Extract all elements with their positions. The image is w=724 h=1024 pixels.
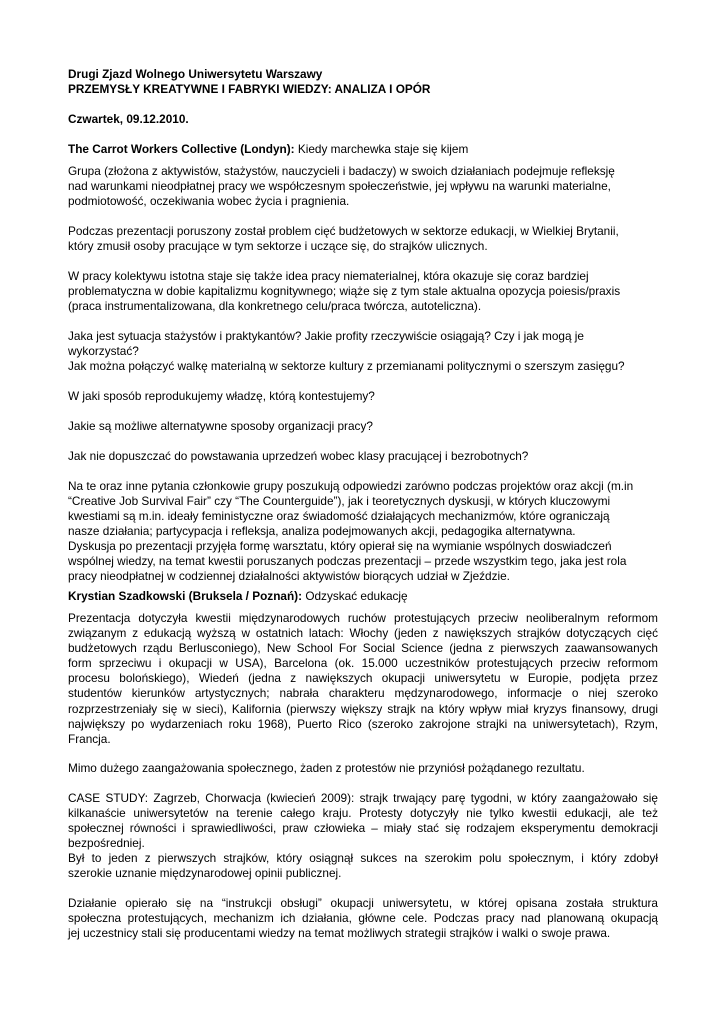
- event-title: Drugi Zjazd Wolnego Uniwersytetu Warszawy: [68, 67, 323, 81]
- text-line: wspólnej wiedzy, na temat kwestii poruszanych podczas prezentacji – przede wszystkim tego, jaka jest rola: [68, 554, 627, 569]
- text-line: Działanie opierało się na “instrukcji obsługi” okupacji uniwersytetu, w której opisana została struktura: [68, 896, 658, 910]
- paragraph: [68, 419, 658, 434]
- talk-title: Kiedy marchewka staje się kijem: [294, 142, 469, 156]
- text-line: problematyczna w dobie kapitalizmu kognitywnego; wiąże się z tym stale aktualna opozycja poiesis/praxis: [68, 284, 621, 299]
- text-line: kwestiami są m.in. ideały feministyczne oraz świadomość działających mechanizmów, które ograniczają: [68, 509, 610, 524]
- text-line: Mimo dużego zaangażowania społecznego, żaden z protestów nie przyniósł pożądanego rezultatu.: [68, 761, 585, 775]
- event-subtitle: PRZEMYSŁY KREATYWNE I FABRYKI WIEDZY: ANALIZA I OPÓR: [68, 82, 431, 96]
- text-line: “Creative Job Survival Fair” czy “The Counterguide”), jak i teoretycznych dyskusji, w których kluczowymi: [68, 494, 611, 509]
- section-carrot-workers: [68, 142, 658, 584]
- text-line: Podczas prezentacji poruszony został problem cięć budżetowych w sektorze edukacji, w Wielkiej Brytanii,: [68, 224, 619, 238]
- paragraph: [68, 611, 658, 747]
- paragraph: [68, 896, 658, 941]
- paragraph: [68, 329, 658, 359]
- text-line: Prezentacja dotyczyła kwestii międzynarodowych ruchów protestujących przeciw neoliberalnym reformom: [68, 611, 658, 625]
- paragraph: [68, 791, 658, 882]
- paragraph: [68, 539, 658, 584]
- text-line: W jaki sposób reprodukujemy władzę, którą kontestujemy?: [68, 389, 375, 403]
- text-line: Jak nie dopuszczać do powstawania uprzedzeń wobec klasy pracującej i bezrobotnych?: [68, 449, 529, 463]
- text-line: Jakie są możliwe alternatywne sposoby organizacji pracy?: [68, 419, 373, 433]
- text-line: kilkanaście uniwersytetów na terenie całego kraju. Protesty dotyczyły nie tylko kwestii edukacji, ale też: [68, 806, 658, 821]
- text-line: wykorzystać?: [68, 344, 139, 359]
- talk-title: Odzyskać edukację: [302, 589, 408, 603]
- text-line: społeczna protestujących, mechanizm ich działania, główne cele. Podczas pracy nad planowaną okupacją: [68, 911, 658, 926]
- text-line: procesu bolońskiego), Wiedeń (jedna z nawiększych okupacji uniwersytetu w Europie, podjęta przez: [68, 671, 658, 686]
- speaker-name: Krystian Szadkowski (Bruksela / Poznań):: [68, 589, 303, 603]
- text-line: nasze działania; partycypacja i refleksja, analiza podejmowanych akcji, pedagogika alternatywna.: [68, 524, 576, 539]
- text-line: największy po wydarzeniach roku 1968), Puerto Rico (szeroko zakrojone strajki na uniwersytetach), Rzym,: [68, 716, 658, 731]
- text-line: Dyskusja po prezentacji przyjęła formę warsztatu, który opierał się na wymianie wspólnych doswiadczeń: [68, 539, 612, 553]
- text-line: podmiotowość, oczekiwania wobec życia i pragnienia.: [68, 194, 350, 209]
- paragraph: [68, 269, 658, 314]
- section-szadkowski: [68, 589, 658, 941]
- text-line: (praca instrumentalizowana, dla konkretnego celu/praca twórcza, autoteliczna).: [68, 299, 482, 314]
- text-line: nad warunkami nieodpłatnej pracy we współczesnym społeczeństwie, jej wpływu na warunki materialne,: [68, 179, 611, 194]
- text-line: Grupa (złożona z aktywistów, stażystów, nauczycieli i badaczy) w swoich działaniach podejmuje refleksję: [68, 164, 615, 178]
- section-heading: [68, 142, 658, 157]
- text-line: bezpośredniej.: [68, 836, 145, 851]
- text-line: budżetowych rządu Berlusconiego), New School For Social Science (jedna z pierwszych zaawansowanych: [68, 641, 658, 656]
- text-line: który zmusił osoby pracujące w tym sektorze i uczące się, do strajków ulicznych.: [68, 239, 488, 254]
- event-date: Czwartek, 09.12.2010.: [68, 112, 189, 126]
- text-line: Jaka jest sytuacja stażystów i praktykantów? Jakie profity rzeczywiście osiągają? Czy i jak mogą je: [68, 329, 584, 343]
- text-line: W pracy kolektywu istotna staje się także idea pracy niematerialnej, która okazuje się coraz bardziej: [68, 269, 589, 283]
- paragraph: [68, 761, 658, 776]
- text-line: Był to jeden z pierwszych strajków, który osiągnął sukces na szerokim polu społecznym, i który zdobył: [68, 851, 658, 866]
- text-line: form sprzeciwu i okupacji w USA), Barcelona (ok. 15.000 uczestników protestujących przeciw reformom: [68, 656, 658, 671]
- paragraph: [68, 479, 658, 539]
- paragraph: [68, 449, 658, 464]
- section-heading: [68, 589, 658, 604]
- text-line: jej uczestnicy stali się producentami wiedzy na temat możliwych strategii strajków i walki o swoje prawa.: [68, 926, 611, 941]
- paragraph: [68, 164, 658, 209]
- text-line: Francja.: [68, 731, 111, 746]
- text-line: studentów kierunków artystycznych; nabrała charakteru mędzynarodowego, informacje o niej szeroko: [68, 686, 658, 701]
- text-line: związanym z edukacją wyższą w ostatnich latach: Włochy (jeden z nawiększych strajków dotyczących cięć: [68, 626, 658, 641]
- text-line: Na te oraz inne pytania członkowie grupy poszukują odpowiedzi zarówno podczas projektów oraz akcji (m.in: [68, 479, 634, 493]
- text-line: CASE STUDY: Zagrzeb, Chorwacja (kwiecień 2009): strajk trwający parę tygodni, w który zaangażowało się: [68, 791, 658, 805]
- text-line: pracy nieodpłatnej w codziennej działalności aktywistów biorących udział w Zjeździe.: [68, 569, 510, 584]
- text-line: Jak można połączyć walkę materialną w sektorze kultury z przemianami politycznymi o szerszym zasięgu?: [68, 359, 625, 373]
- text-line: szerokie uznanie międzynarodowej opinii publicznej.: [68, 866, 342, 881]
- text-line: społecznej równości i sprawiedliwości, praw człowieka – miały stać się rodzajem eksperymentu demokracji: [68, 821, 658, 836]
- paragraph: [68, 389, 658, 404]
- text-line: rozprzestrzeniały się w sieci), Kalifornia (pierwszy większy strajk na który wpływ miał kryzys finansowy, drugi: [68, 701, 658, 716]
- paragraph: [68, 359, 658, 374]
- paragraph: [68, 224, 658, 254]
- speaker-name: The Carrot Workers Collective (Londyn):: [68, 142, 295, 156]
